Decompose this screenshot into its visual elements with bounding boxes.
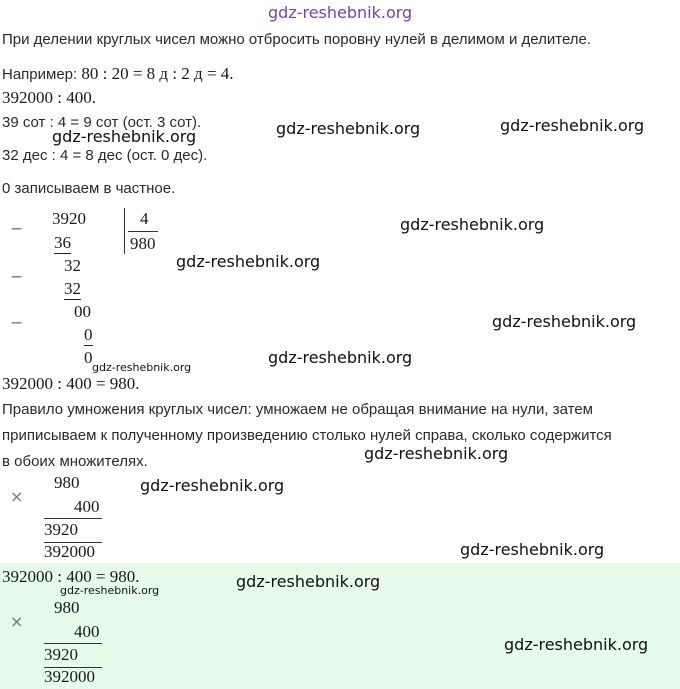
subtrahend-3: 0 — [84, 325, 93, 344]
watermark-small: gdz-reshebnik.org — [60, 584, 160, 597]
example-expression: 80 : 20 = 8 д : 2 д = 4. — [81, 64, 234, 83]
line-hundreds: 39 сот : 4 = 9 сот (ост. 3 сот). — [2, 114, 202, 131]
answer-factor-2: 400 — [74, 622, 100, 641]
zero-note: 0 записываем в частное. — [2, 180, 176, 197]
multiply-rule — [44, 518, 102, 519]
minus-sign: − — [10, 219, 24, 238]
answer-result-line: 392000 : 400 = 980. — [2, 567, 140, 586]
division-expression: 392000 : 400. — [2, 88, 96, 107]
multiply-sign: × — [10, 612, 24, 631]
example-label: Например: — [2, 66, 78, 83]
division-bar-vertical — [124, 208, 125, 254]
watermark: gdz-reshebnik.org — [500, 116, 645, 135]
multiply-sign: × — [10, 487, 24, 506]
line-tens: 32 дес : 4 = 8 дес (ост. 0 дес). — [2, 147, 208, 164]
divisor: 4 — [140, 209, 149, 228]
watermark-small: gdz-reshebnik.org — [92, 361, 192, 374]
dividend: 3920 — [52, 209, 86, 228]
example-line — [2, 64, 234, 84]
watermark: gdz-reshebnik.org — [236, 572, 381, 591]
remainder-final: 0 — [84, 348, 93, 367]
result-line: 392000 : 400 = 980. — [2, 374, 140, 393]
subtrahend-1: 36 — [54, 233, 71, 252]
watermark: gdz-reshebnik.org — [492, 312, 637, 331]
watermark: gdz-reshebnik.org — [364, 444, 509, 463]
watermark: gdz-reshebnik.org — [400, 215, 545, 234]
watermark-top: gdz-reshebnik.org — [268, 3, 413, 22]
multiply-rule — [44, 643, 102, 644]
watermark: gdz-reshebnik.org — [268, 348, 413, 367]
watermark: gdz-reshebnik.org — [52, 127, 197, 146]
minus-sign: − — [10, 313, 24, 332]
watermark: gdz-reshebnik.org — [460, 540, 605, 559]
factor-2: 400 — [74, 497, 100, 516]
watermark: gdz-reshebnik.org — [176, 252, 321, 271]
factor-1: 980 — [54, 473, 80, 492]
subtrahend-2: 32 — [64, 279, 81, 298]
intro-text: При делении круглых чисел можно отбросить поровну нулей в делимом и делителе. — [2, 31, 592, 48]
answer-factor-1: 980 — [54, 598, 80, 617]
division-bar-horizontal — [128, 231, 158, 232]
product: 392000 — [44, 542, 95, 561]
rule-line-1: Правило умножения круглых чисел: умножаем не обращая внимание на нули, затем — [2, 401, 593, 418]
watermark: gdz-reshebnik.org — [276, 119, 421, 138]
answer-product: 392000 — [44, 667, 95, 686]
quotient: 980 — [130, 234, 156, 253]
rule-line-2: приписываем к полученному произведению столько нулей справа, сколько содержится — [2, 427, 612, 444]
partial-product: 3920 — [44, 520, 78, 539]
rule-line-3: в обоих множителях. — [2, 453, 148, 470]
watermark: gdz-reshebnik.org — [504, 635, 649, 654]
minus-sign: − — [10, 267, 24, 286]
remainder-2: 00 — [74, 302, 91, 321]
remainder-1: 32 — [64, 256, 81, 275]
watermark: gdz-reshebnik.org — [140, 476, 285, 495]
answer-partial-product: 3920 — [44, 645, 78, 664]
